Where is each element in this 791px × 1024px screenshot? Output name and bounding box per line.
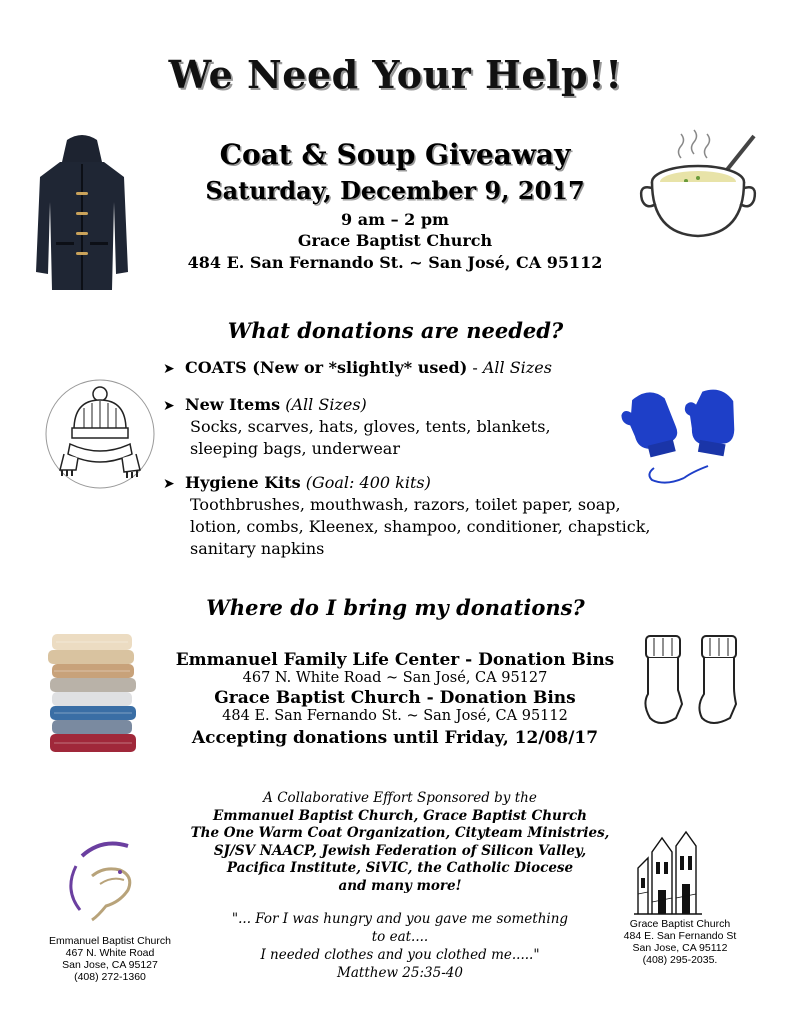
church-building-icon [632, 828, 704, 916]
sponsors-block [190, 790, 610, 895]
donation-item-coats: ➤ COATS (New or *slightly* used) - All Sizes [163, 357, 552, 380]
location-address-emmanuel: 467 N. White Road ~ San José, CA 95127 [242, 670, 548, 686]
sponsor-line: Pacifica Institute, SiVIC, the Catholic Diocese [226, 860, 574, 876]
dropoff-heading: Where do I bring my donations? [206, 595, 585, 620]
new-items-details: Socks, scarves, hats, gloves, tents, blankets, sleeping bags, underwear [190, 417, 551, 458]
event-title: Coat & Soup Giveaway [219, 138, 571, 171]
event-time: 9 am – 2 pm [341, 210, 449, 229]
sponsor-line: SJ/SV NAACP, Jewish Federation of Silicon Valley, [213, 842, 587, 859]
location-name-grace: Grace Baptist Church - Donation Bins [214, 688, 576, 708]
donation-item-hygiene-kits: ➤ Hygiene Kits (Goal: 400 kits) [163, 472, 431, 495]
emmanuel-contact: Emmanuel Baptist Church 467 N. White Road San Jose, CA 95127 (408) 272-1360 [49, 935, 171, 983]
mittens-icon [618, 386, 748, 486]
donations-heading: What donations are needed? [227, 318, 564, 343]
arrow-bullet-icon: ➤ [163, 476, 175, 492]
location-name-emmanuel: Emmanuel Family Life Center - Donation Bins [175, 650, 615, 670]
coat-icon [32, 132, 132, 297]
hygiene-kits-details: Toothbrushes, mouthwash, razors, toilet paper, soap, lotion, combs, Kleenex, shampoo, conditioner, chapstick, sanitary napkins [190, 495, 651, 558]
donation-deadline: Accepting donations until Friday, 12/08/17 [191, 728, 599, 748]
soup-pot-icon [636, 126, 766, 246]
sponsor-line: and many more! [338, 877, 462, 894]
event-venue: Grace Baptist Church [297, 231, 493, 250]
event-address: 484 E. San Fernando St. ~ San José, CA 95112 [187, 253, 603, 272]
donation-item-new-items: ➤ New Items (All Sizes) [163, 394, 367, 417]
dove-logo-icon [62, 836, 146, 924]
event-date: Saturday, December 9, 2017 [205, 176, 585, 205]
sponsor-line: The One Warm Coat Organization, Cityteam Ministries, [190, 825, 610, 841]
sponsors-intro: A Collaborative Effort Sponsored by the [263, 790, 537, 806]
arrow-bullet-icon: ➤ [163, 361, 175, 377]
scripture-quote: "... For I was hungry and you gave me something to eat.... I needed clothes and you clothed me....." Matthew 25:35-40 [231, 911, 569, 981]
socks-icon [636, 632, 756, 728]
sponsor-line: Emmanuel Baptist Church, Grace Baptist Church [213, 807, 587, 824]
grace-contact: Grace Baptist Church 484 E. San Fernando St San Jose, CA 95112 (408) 295-2035. [623, 918, 737, 966]
page-title: We Need Your Help!! [168, 52, 623, 97]
folded-sweaters-icon [44, 630, 140, 758]
location-address-grace: 484 E. San Fernando St. ~ San José, CA 95112 [222, 708, 568, 724]
beanie-scarf-icon [44, 378, 156, 490]
arrow-bullet-icon: ➤ [163, 398, 175, 414]
